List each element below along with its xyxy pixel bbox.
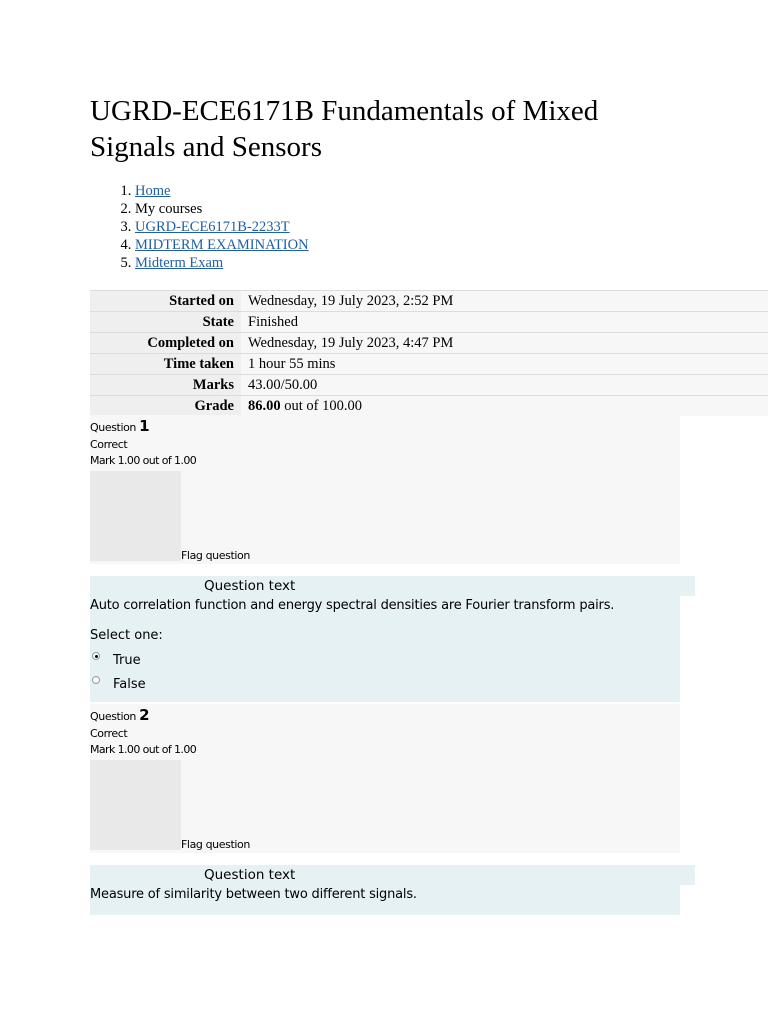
- summary-value: Wednesday, 19 July 2023, 2:52 PM: [241, 291, 768, 312]
- question-state: Correct: [90, 438, 128, 451]
- grade-suffix: out of 100.00: [280, 397, 362, 414]
- summary-row-completed-on: [90, 333, 768, 354]
- breadcrumb-text-my-courses: My courses: [135, 201, 203, 217]
- select-one-label: Select one:: [90, 628, 163, 643]
- question-2-body: [90, 885, 680, 915]
- question-grade: Mark 1.00 out of 1.00: [90, 454, 197, 467]
- question-number: [90, 417, 149, 435]
- breadcrumb-link-midterm-exam[interactable]: Midterm Exam: [135, 255, 224, 271]
- question-1-text-header: [90, 576, 695, 596]
- question-2-text-header: [90, 865, 695, 885]
- question-2-info: [90, 704, 680, 853]
- question-state: Correct: [90, 727, 128, 740]
- summary-label: Started on: [90, 291, 241, 312]
- breadcrumb-item-course[interactable]: [135, 218, 309, 236]
- summary-label: State: [90, 312, 241, 333]
- breadcrumb-item-midterm-exam[interactable]: [135, 254, 309, 272]
- page-title: UGRD-ECE6171B Fundamentals of Mixed Signals and Sensors: [90, 95, 599, 163]
- breadcrumb-link-course[interactable]: UGRD-ECE6171B-2233T: [135, 219, 290, 235]
- summary-value: Wednesday, 19 July 2023, 4:47 PM: [241, 333, 768, 354]
- grade-score: 86.00: [248, 397, 281, 414]
- answer-label: False: [113, 677, 146, 692]
- flag-icon-area: [90, 760, 181, 850]
- breadcrumb: [106, 182, 309, 272]
- question-1-body: [90, 596, 680, 702]
- question-prefix: Question: [90, 421, 136, 434]
- summary-value: [241, 396, 768, 417]
- summary-label: Time taken: [90, 354, 241, 375]
- summary-row-grade: [90, 396, 768, 417]
- summary-value: 1 hour 55 mins: [241, 354, 768, 375]
- question-prefix: Question: [90, 710, 136, 723]
- summary-row-time-taken: [90, 354, 768, 375]
- summary-label: Marks: [90, 375, 241, 396]
- question-1-info: [90, 415, 680, 564]
- breadcrumb-item-home[interactable]: [135, 182, 309, 200]
- question-text-heading: Question text: [204, 867, 296, 883]
- flag-question-link[interactable]: Flag question: [181, 549, 250, 562]
- radio-checked-icon[interactable]: [92, 652, 100, 660]
- breadcrumb-link-midterm-section[interactable]: MIDTERM EXAMINATION: [135, 237, 309, 253]
- breadcrumb-item-my-courses: [135, 200, 309, 218]
- question-text-heading: Question text: [204, 578, 296, 594]
- summary-label: Completed on: [90, 333, 241, 354]
- attempt-summary-table: [90, 290, 768, 416]
- question-number: [90, 706, 149, 724]
- summary-row-started-on: [90, 291, 768, 312]
- question-grade: Mark 1.00 out of 1.00: [90, 743, 197, 756]
- breadcrumb-item-midterm-section[interactable]: [135, 236, 309, 254]
- question-num: 1: [139, 417, 150, 435]
- question-prompt: Auto correlation function and energy spectral densities are Fourier transform pairs.: [90, 598, 615, 613]
- summary-label: Grade: [90, 396, 241, 417]
- answer-label: True: [113, 653, 141, 668]
- radio-unchecked-icon[interactable]: [92, 676, 100, 684]
- flag-icon-area: [90, 471, 181, 561]
- question-prompt: Measure of similarity between two different signals.: [90, 887, 417, 902]
- summary-value: 43.00/50.00: [241, 375, 768, 396]
- flag-question-link[interactable]: Flag question: [181, 838, 250, 851]
- breadcrumb-link-home[interactable]: Home: [135, 183, 171, 199]
- summary-row-marks: [90, 375, 768, 396]
- summary-value: Finished: [241, 312, 768, 333]
- summary-row-state: [90, 312, 768, 333]
- question-num: 2: [139, 706, 150, 724]
